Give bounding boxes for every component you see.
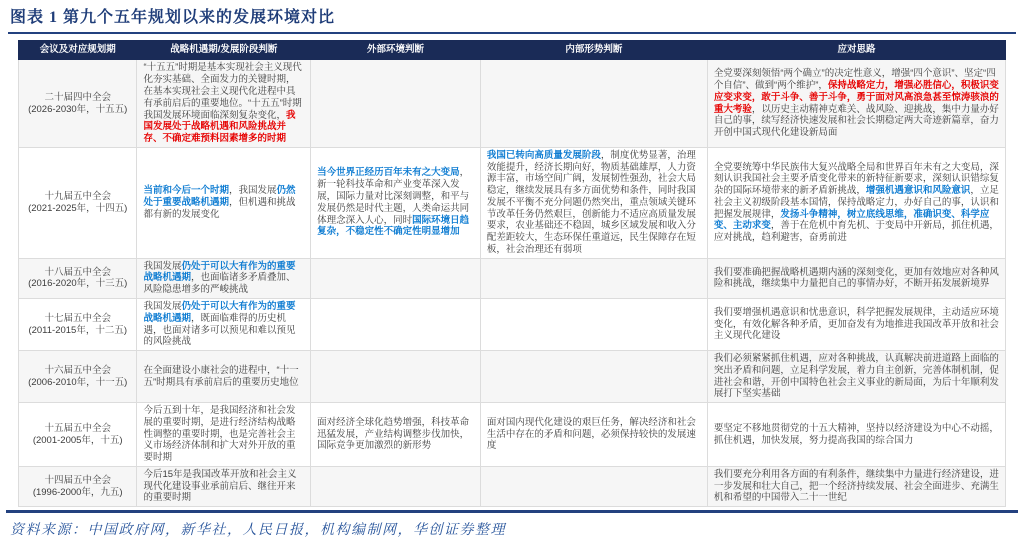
meeting-cell: 十八届五中全会 (2016-2020年，十三五) <box>19 258 137 298</box>
col-header-response: 应对思路 <box>707 41 1005 60</box>
meeting-cell: 十五届五中全会 (2001-2005年，十五) <box>19 403 137 467</box>
strategic-cell: 在全面建设小康社会的进程中，“十一五”时期具有承前启后的重要历史地位 <box>137 351 311 403</box>
strategic-cell: “十五五”时期是基本实现社会主义现代化夯实基础、全面发力的关键时期，在基本实现社会主义现代化进程中具有承前启后的重要地位。“十五五”时期我国发展环境面临深刻复杂变化，我国发展处于战略机遇和风险挑战并存、不确定难预料因素增多的时期 <box>137 60 311 147</box>
title-divider <box>8 32 1016 34</box>
figure-title: 图表 1 第九个五年规划以来的发展环境对比 <box>10 9 336 26</box>
col-header-external: 外部环境判断 <box>311 41 481 60</box>
table-body <box>19 60 1006 507</box>
response-cell: 我们必须紧紧抓住机遇，应对各种挑战，认真解决前进道路上面临的突出矛盾和问题，立足科学发展，着力自主创新，完善体制机制，促进社会和谐，开创中国特色社会主义事业的新局面，为后十年顺利发展打下坚实基础 <box>707 351 1005 403</box>
meeting-cell: 十七届五中全会 (2011-2015年，十二五) <box>19 298 137 350</box>
external-cell: 面对经济全球化趋势增强，科技革命迅猛发展，产业结构调整步伐加快，国际竞争更加激烈的新形势 <box>311 403 481 467</box>
internal-cell: 面对国内现代化建设的艰巨任务，解决经济和社会生活中存在的矛盾和问题，必须保持较快的发展速度 <box>480 403 707 467</box>
comparison-table-wrapper <box>18 40 1006 507</box>
table-row <box>19 298 1006 350</box>
table-row <box>19 147 1006 258</box>
table-row <box>19 403 1006 467</box>
col-header-meeting: 会议及对应规划期 <box>19 41 137 60</box>
meeting-cell: 十六届五中全会 (2006-2010年，十一五) <box>19 351 137 403</box>
footer-divider <box>6 510 1018 513</box>
strategic-cell: 当前和今后一个时期，我国发展仍然处于重要战略机遇期，但机遇和挑战都有新的发展变化 <box>137 147 311 258</box>
internal-cell <box>480 60 707 147</box>
source-note: 资料来源：中国政府网，新华社，人民日报，机构编制网，华创证券整理 <box>10 523 506 539</box>
table-row <box>19 351 1006 403</box>
response-cell: 我们要充分利用各方面的有利条件，继续集中力量进行经济建设，进一步发展和壮大自己，把一个经济持续发展、社会全面进步、充满生机和希望的中国带入二十一世纪 <box>707 466 1005 506</box>
table-row <box>19 60 1006 147</box>
internal-cell <box>480 466 707 506</box>
strategic-cell: 我国发展仍处于可以大有作为的重要战略机遇期，既面临难得的历史机遇，也面对诸多可以预见和难以预见的风险挑战 <box>137 298 311 350</box>
strategic-cell: 我国发展仍处于可以大有作为的重要战略机遇期，也面临诸多矛盾叠加、风险隐患增多的严峻挑战 <box>137 258 311 298</box>
meeting-cell: 二十届四中全会 (2026-2030年，十五五) <box>19 60 137 147</box>
response-cell: 我们要增强机遇意识和忧患意识，科学把握发展规律，主动适应环境变化，有效化解各种矛盾，更加奋发有为地推进我国改革开放和社会主义现代化建设 <box>707 298 1005 350</box>
internal-cell: 我国已转向高质量发展阶段，制度优势显著，治理效能提升，经济长期向好，物质基础雄厚，人力资源丰富，市场空间广阔，发展韧性强劲，社会大局稳定，继续发展具有多方面优势和条件，同时我国发展不平衡不充分问题仍然突出，重点领域关键环节改革任务仍然艰巨，创新能力不适应高质量发展要求，农业基础还不稳固，城乡区域发展和收入分配差距较大，生态环保任重道远，民生保障存在短板，社会治理还有弱项 <box>480 147 707 258</box>
table-row <box>19 258 1006 298</box>
col-header-strategic: 战略机遇期/发展阶段判断 <box>137 41 311 60</box>
response-cell: 要坚定不移地贯彻党的十五大精神，坚持以经济建设为中心不动摇，抓住机遇，加快发展，努力提高我国的综合国力 <box>707 403 1005 467</box>
col-header-internal: 内部形势判断 <box>480 41 707 60</box>
strategic-cell: 今后15年是我国改革开放和社会主义现代化建设事业承前启后、继往开来的重要时期 <box>137 466 311 506</box>
table-row <box>19 466 1006 506</box>
meeting-cell: 十九届五中全会 (2021-2025年，十四五) <box>19 147 137 258</box>
internal-cell <box>480 298 707 350</box>
strategic-cell: 今后五到十年，是我国经济和社会发展的重要时期，是进行经济结构战略性调整的重要时期，也是完善社会主义市场经济体制和扩大对外开放的重要时期 <box>137 403 311 467</box>
response-cell: 全党要深刻领悟“两个确立”的决定性意义，增强“四个意识”、坚定“四个自信”、做到“两个维护”，保持战略定力，增强必胜信心，积极识变应变求变，敢于斗争、善于斗争，勇于面对风高浪急甚至惊涛骇浪的重大考验，以历史主动精神克难关、战风险、迎挑战，集中力量办好自己的事，续写经济快速发展和社会长期稳定两大奇迹新篇章，奋力开创中国式现代化建设新局面 <box>707 60 1005 147</box>
external-cell <box>311 466 481 506</box>
table-header-row <box>19 41 1006 60</box>
comparison-table <box>18 40 1006 507</box>
external-cell <box>311 258 481 298</box>
external-cell: 当今世界正经历百年未有之大变局，新一轮科技革命和产业变革深入发展，国际力量对比深刻调整，和平与发展仍然是时代主题，人类命运共同体理念深入人心，同时国际环境日趋复杂，不稳定性不确定性明显增加 <box>311 147 481 258</box>
meeting-cell: 十四届五中全会 (1996-2000年，九五) <box>19 466 137 506</box>
external-cell <box>311 60 481 147</box>
response-cell: 我们要准确把握战略机遇期内涵的深刻变化，更加有效地应对各种风险和挑战，继续集中力量把自己的事情办好，不断开拓发展新境界 <box>707 258 1005 298</box>
external-cell <box>311 298 481 350</box>
internal-cell <box>480 351 707 403</box>
external-cell <box>311 351 481 403</box>
response-cell: 全党要统筹中华民族伟大复兴战略全局和世界百年未有之大变局，深刻认识我国社会主要矛盾变化带来的新特征新要求，深刻认识错综复杂的国际环境带来的新矛盾新挑战，增强机遇意识和风险意识，立足社会主义初级阶段基本国情，保持战略定力，办好自己的事，认识和把握发展规律，发扬斗争精神，树立底线思维，准确识变、科学应变、主动求变，善于在危机中育先机、于变局中开新局，抓住机遇，应对挑战，趋利避害，奋勇前进 <box>707 147 1005 258</box>
internal-cell <box>480 258 707 298</box>
